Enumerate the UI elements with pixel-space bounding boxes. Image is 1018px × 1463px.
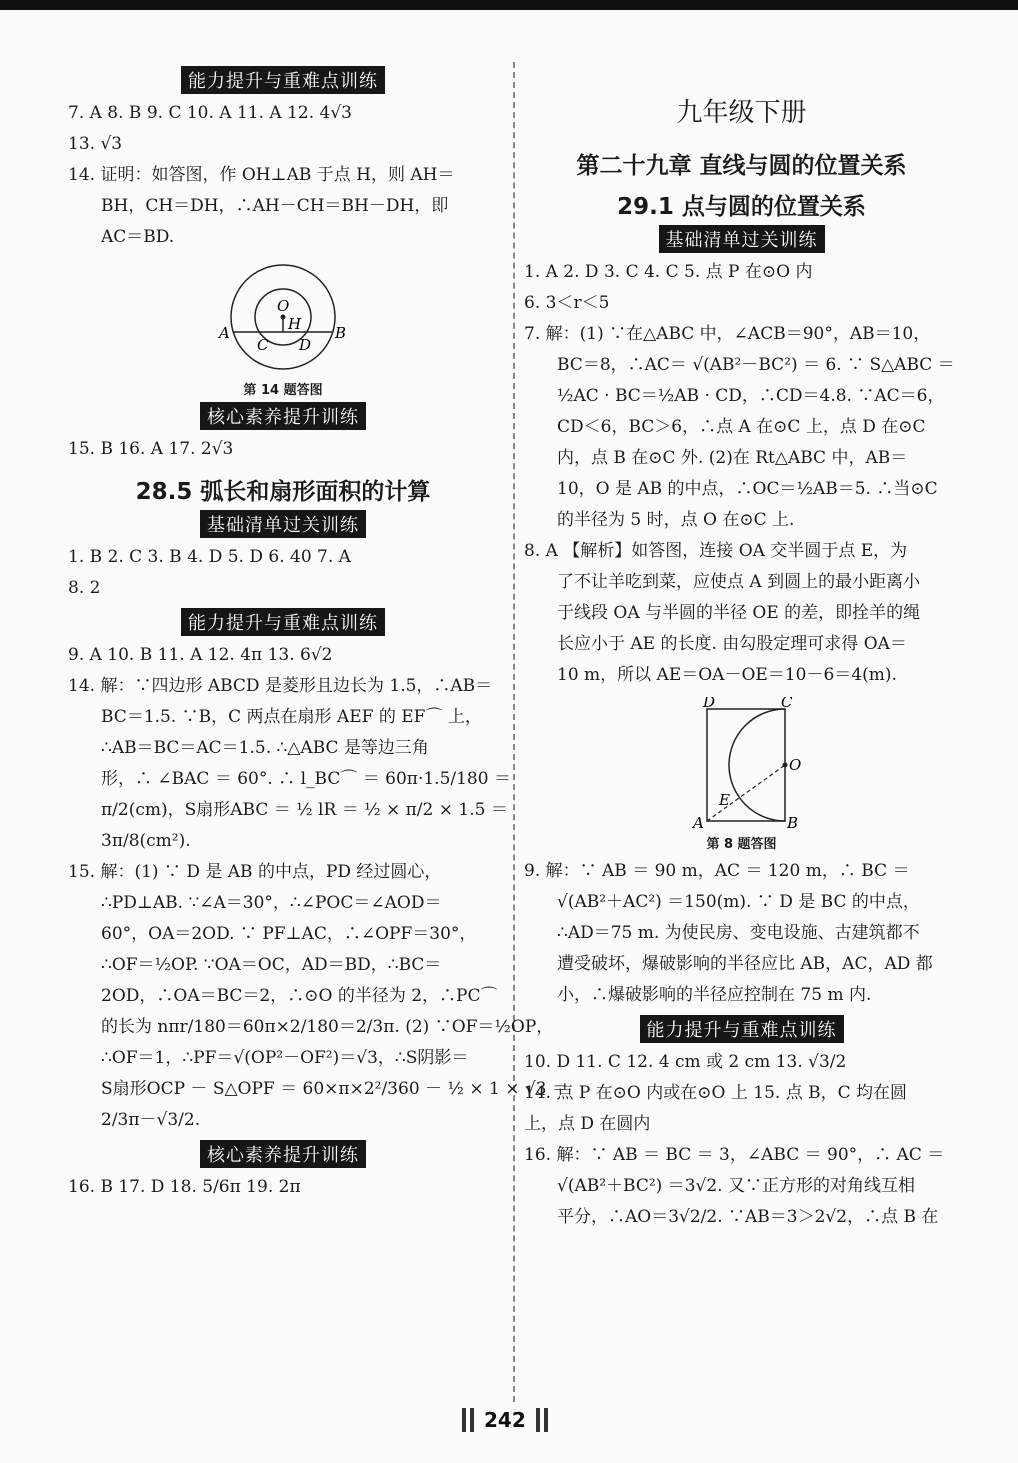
answer-line: 小，∴爆破影响的半径应控制在 75 m 内.: [557, 985, 872, 1005]
answer-line: π/2(cm)，S扇形ABC ＝ ½ lR ＝ ½ × π/2 × 1.5 ＝: [101, 800, 508, 820]
grade-title: 九年级下册: [676, 98, 807, 128]
fig8-label-d: D: [702, 697, 715, 711]
answer-line: ∴PD⊥AB. ∵∠A＝30°，∴∠POC＝∠AOD＝: [101, 893, 442, 913]
answer-line: 7. A 8. B 9. C 10. A 11. A 12. 4√3: [68, 103, 353, 123]
answer-line: 内，点 B 在⊙C 外. (2)在 Rt△ABC 中，AB＝: [557, 448, 908, 468]
answer-line: 14. 证明：如答图，作 OH⊥AB 于点 H，则 AH＝: [68, 165, 455, 185]
answer-line: 6. 3＜r＜5: [524, 293, 610, 313]
answer-line: 10，O 是 AB 的中点，∴OC＝½AB＝5. ∴当⊙C: [557, 479, 938, 499]
fig8-label-o: O: [788, 756, 801, 774]
answer-line: √(AB²＋AC²) ＝150(m). ∵ D 是 BC 的中点，: [557, 892, 920, 912]
fig14-label-d: D: [299, 336, 312, 354]
answer-line: 10 m，所以 AE＝OA－OE＝10－6＝4(m).: [557, 665, 897, 685]
top-edge-bar: [0, 0, 1018, 10]
banner-core: 核心素养提升训练: [200, 402, 366, 430]
fig14-label-h: H: [288, 315, 302, 333]
answer-line: 长应小于 AE 的长度. 由勾股定理可求得 OA＝: [557, 634, 907, 654]
banner-ability: 能力提升与重难点训练: [640, 1015, 844, 1043]
fig8-label-b: B: [786, 814, 798, 832]
fig14-label-c: C: [257, 336, 269, 354]
right-column: [524, 62, 959, 1233]
answer-line: BH，CH＝DH，∴AH－CH＝BH－DH，即: [101, 196, 449, 216]
answer-line: 1. A 2. D 3. C 4. C 5. 点 P 在⊙O 内: [524, 262, 813, 282]
fig8-label-c: C: [780, 697, 792, 711]
fig14-label-o: O: [277, 297, 290, 315]
answer-line: 9. A 10. B 11. A 12. 4π 13. 6√2: [68, 645, 333, 665]
figure-8-caption: 第 8 题答图: [706, 837, 777, 852]
answer-line: 2OD，∴OA＝BC＝2，∴⊙O 的半径为 2，∴PC⌒: [101, 986, 498, 1006]
answer-line: 9. 解：∵ AB ＝ 90 m，AC ＝ 120 m，∴ BC ＝: [524, 861, 910, 881]
answer-line: 60°，OA＝2OD. ∵ PF⊥AC，∴∠OPF＝30°，: [101, 924, 477, 944]
banner-core: 核心素养提升训练: [200, 1140, 366, 1168]
answer-line: 的半径为 5 时，点 O 在⊙C 上.: [557, 510, 795, 530]
answer-line: 16. 解：∵ AB ＝ BC ＝ 3，∠ABC ＝ 90°，∴ AC ＝: [524, 1145, 945, 1165]
section-title-29-1: 29.1 点与圆的位置关系: [617, 194, 866, 220]
answer-line: ∴OF＝1，∴PF＝√(OP²－OF²)＝√3，∴S阴影＝: [101, 1048, 469, 1068]
answer-line: 7. 解：(1) ∵在△ABC 中，∠ACB＝90°，AB＝10，: [524, 324, 931, 344]
fig8-label-a: A: [692, 814, 704, 832]
section-title-28-5: 28.5 弧长和扇形面积的计算: [135, 479, 431, 505]
answer-line: BC＝1.5. ∵B，C 两点在扇形 AEF 的 EF⌒ 上，: [101, 707, 482, 727]
banner-ability: 能力提升与重难点训练: [181, 608, 385, 636]
fig14-label-b: B: [335, 324, 347, 342]
answer-line: 15. B 16. A 17. 2√3: [68, 439, 234, 459]
answer-line: ∴OF＝½OP. ∵OA＝OC，AD＝BD，∴BC＝: [101, 955, 442, 975]
answer-line: CD＜6，BC＞6，∴点 A 在⊙C 上，点 D 在⊙C: [557, 417, 926, 437]
answer-line: 于线段 OA 与半圆的半径 OE 的差，即拴羊的绳: [557, 603, 921, 623]
fig8-label-e: E: [718, 791, 730, 809]
answer-line: 10. D 11. C 12. 4 cm 或 2 cm 13. √3/2: [524, 1052, 847, 1072]
answer-line: 形，∴ ∠BAC ＝ 60°. ∴ l_BC⌒ ＝ 60π·1.5/180 ＝: [101, 769, 511, 789]
banner-basic: 基础清单过关训练: [200, 510, 366, 538]
banner-ability: 能力提升与重难点训练: [181, 66, 385, 94]
answer-line: 上，点 D 在圆内: [524, 1114, 651, 1134]
answer-line: 平分，∴AO＝3√2/2. ∵AB＝3＞2√2，∴点 B 在: [557, 1207, 939, 1227]
answer-line: 8. 2: [68, 578, 101, 598]
answer-line: ∴AD＝75 m. 为使民房、变电设施、古建筑都不: [557, 923, 920, 943]
answer-line: ∴AB＝BC＝AC＝1.5. ∴△ABC 是等边三角: [101, 738, 429, 758]
answer-line: 遭受破坏，爆破影响的半径应比 AB，AC，AD 都: [557, 954, 933, 974]
answer-line: 14. 解：∵四边形 ABCD 是菱形且边长为 1.5，∴AB＝: [68, 676, 493, 696]
figure-14-concentric-circles: [213, 259, 353, 379]
answer-line: 的长为 nπr/180＝60π×2/180＝2/3π. (2) ∵OF＝½OP，: [101, 1017, 554, 1037]
column-divider: [513, 62, 515, 1402]
chapter-title: 第二十九章 直线与圆的位置关系: [576, 153, 907, 179]
figure-8-square-semicircle: [677, 697, 807, 833]
answer-line: AC＝BD.: [101, 227, 175, 247]
answer-line: BC＝8，∴AC＝ √(AB²－BC²) ＝ 6. ∵ S△ABC ＝: [557, 355, 955, 375]
answer-line: 了不让羊吃到菜，应使点 A 到圆上的最小距离小: [557, 572, 921, 592]
answer-line: √(AB²＋BC²) ＝3√2. 又∵正方形的对角线互相: [557, 1176, 915, 1196]
banner-basic: 基础清单过关训练: [659, 225, 825, 253]
answer-line: 3π/8(cm²).: [101, 831, 191, 851]
answer-line: 15. 解：(1) ∵ D 是 AB 的中点，PD 经过圆心，: [68, 862, 442, 882]
answer-line: 14. 点 P 在⊙O 内或在⊙O 上 15. 点 B，C 均在圆: [524, 1083, 908, 1103]
answer-line: 13. √3: [68, 134, 123, 154]
figure-14-caption: 第 14 题答图: [243, 383, 323, 398]
answer-line: 8. A 【解析】如答图，连接 OA 交半圆于点 E，为: [524, 541, 908, 561]
answer-line: 16. B 17. D 18. 5/6π 19. 2π: [68, 1177, 301, 1197]
answer-line: S扇形OCP － S△OPF ＝ 60×π×2²/360 － ½ × 1 × √3 ＝: [101, 1079, 569, 1099]
fig14-label-a: A: [219, 324, 230, 342]
page-number: 242: [462, 1408, 548, 1432]
answer-line: 1. B 2. C 3. B 4. D 5. D 6. 40 7. A: [68, 547, 351, 567]
answer-line: ½AC · BC＝½AB · CD，∴CD＝4.8. ∵AC＝6，: [557, 386, 945, 406]
answer-line: 2/3π－√3/2.: [101, 1110, 201, 1130]
